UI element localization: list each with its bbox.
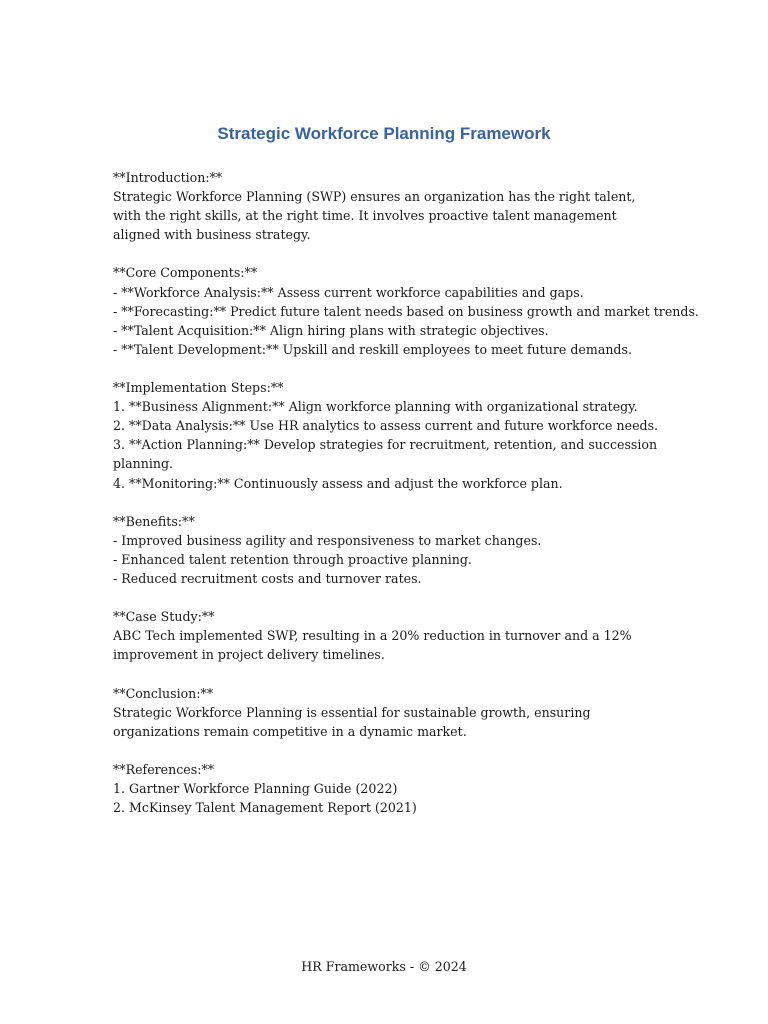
implementation-step-item: 2. **Data Analysis:** Use HR analytics to assess current and future workforce needs. [113, 418, 659, 434]
page-footer: HR Frameworks - © 2024 [301, 959, 467, 974]
references-heading: **References:** [113, 761, 215, 777]
case-study-heading: **Case Study:** [113, 609, 215, 625]
implementation-step-item: 4. **Monitoring:** Continuously assess and adjust the workforce plan. [113, 475, 563, 491]
spacer [113, 493, 658, 512]
introduction-heading: **Introduction:** [113, 170, 223, 185]
spacer [113, 741, 658, 760]
introduction-text: Strategic Workforce Planning (SWP) ensures an organization has the right talent, with the right skills, at the right time. It involves proactive talent management aligned with business strategy. [113, 189, 636, 243]
spacer [113, 664, 658, 683]
core-component-item: - **Forecasting:** Predict future talent needs based on business growth and market trends. [113, 303, 699, 319]
reference-item: 1. Gartner Workforce Planning Guide (2022) [113, 781, 398, 796]
benefit-item: - Reduced recruitment costs and turnover rates. [113, 570, 422, 586]
conclusion-text: Strategic Workforce Planning is essential for sustainable growth, ensuring organizations remain competitive in a dynamic market. [113, 704, 591, 739]
implementation-steps-heading: **Implementation Steps:** [113, 380, 284, 396]
benefit-item: - Enhanced talent retention through proactive planning. [113, 551, 472, 567]
core-component-item: - **Workforce Analysis:** Assess current workforce capabilities and gaps. [113, 284, 584, 300]
spacer [113, 359, 658, 378]
case-study-text: ABC Tech implemented SWP, resulting in a 20% reduction in turnover and a 12% improvement in project delivery timelines. [113, 628, 632, 663]
benefit-item: - Improved business agility and responsiveness to market changes. [113, 532, 542, 548]
implementation-step-item: 1. **Business Alignment:** Align workforce planning with organizational strategy. [113, 399, 638, 415]
spacer [113, 244, 658, 263]
core-component-item: - **Talent Development:** Upskill and reskill employees to meet future demands. [113, 341, 632, 357]
implementation-step-item: 3. **Action Planning:** Develop strategies for recruitment, retention, and succession planning. [113, 437, 658, 472]
core-component-item: - **Talent Acquisition:** Align hiring plans with strategic objectives. [113, 322, 549, 338]
document-body [113, 168, 699, 817]
document-title: Strategic Workforce Planning Framework [217, 124, 551, 143]
core-components-heading: **Core Components:** [113, 265, 258, 281]
spacer [113, 588, 658, 607]
conclusion-heading: **Conclusion:** [113, 685, 214, 701]
reference-item: 2. McKinsey Talent Management Report (2021) [113, 800, 417, 816]
benefits-heading: **Benefits:** [113, 513, 195, 529]
